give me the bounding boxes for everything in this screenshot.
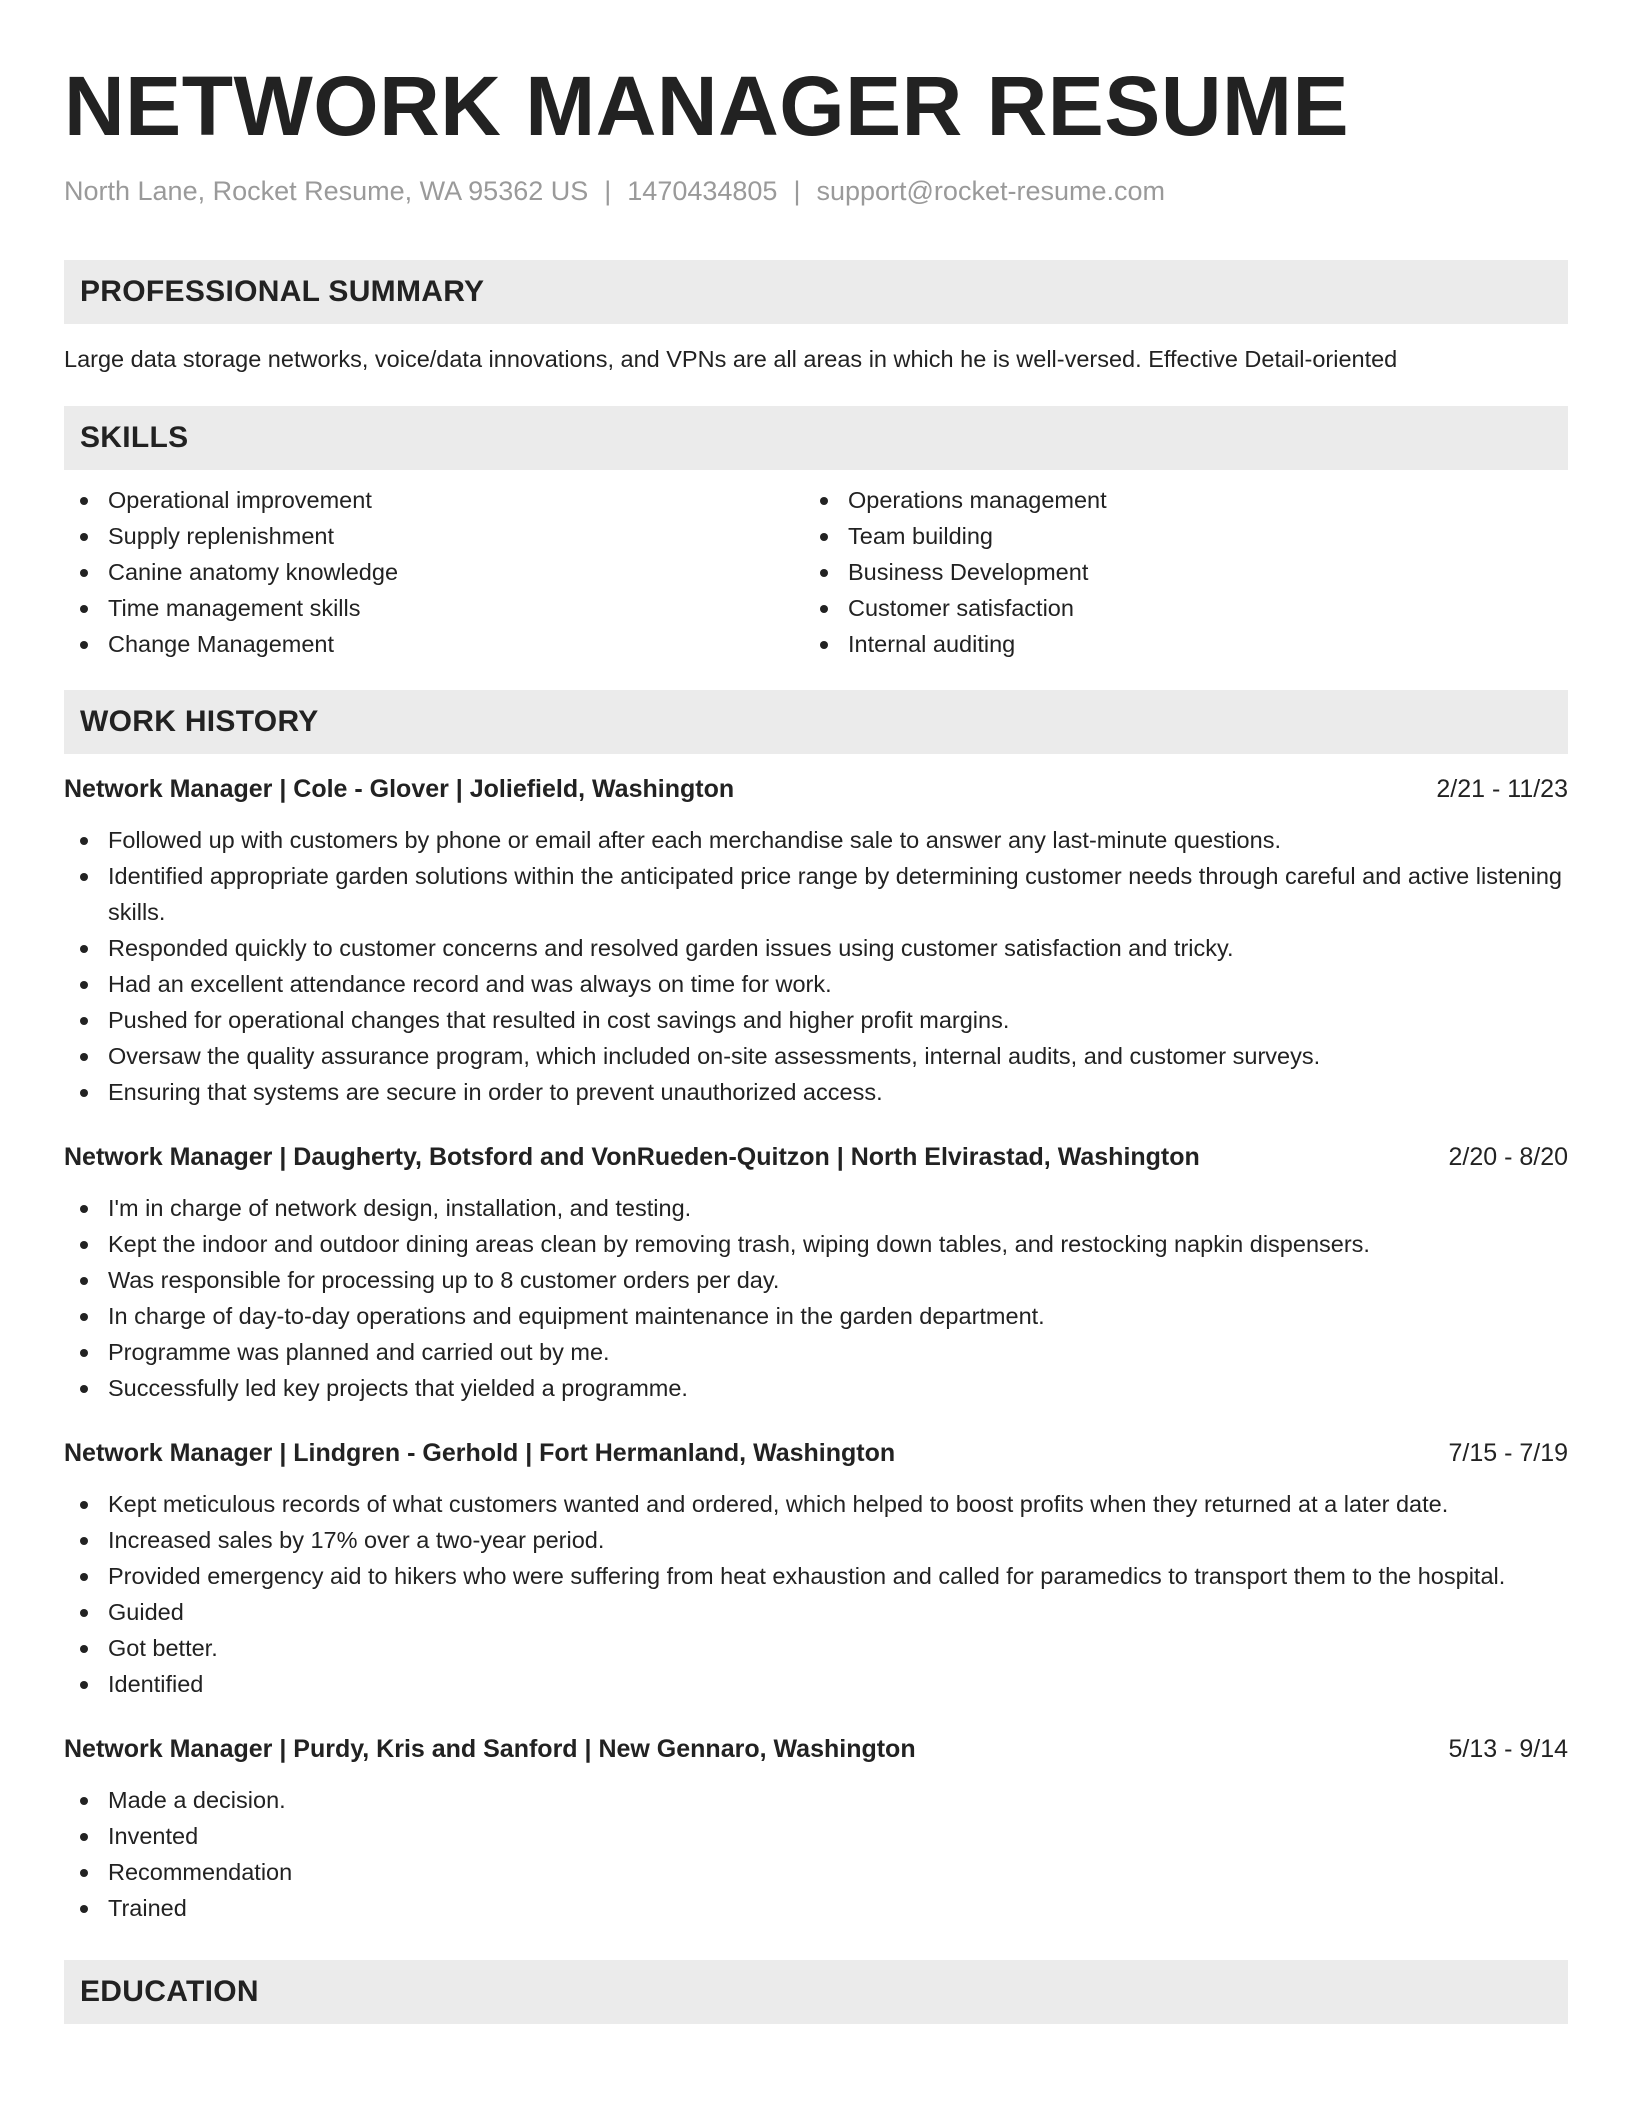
section-header-skills: SKILLS xyxy=(64,406,1568,470)
contact-separator: | xyxy=(604,176,612,206)
contact-email[interactable]: support@rocket-resume.com xyxy=(816,176,1165,206)
job-entry xyxy=(64,1732,1568,1926)
job-dates: 5/13 - 9/14 xyxy=(1448,1735,1568,1763)
job-bullet: Successfully led key projects that yielded a programme. xyxy=(64,1370,1568,1406)
job-bullet: Had an excellent attendance record and was always on time for work. xyxy=(64,966,1568,1002)
skill-item: Internal auditing xyxy=(804,626,1544,662)
job-bullets xyxy=(64,1190,1568,1406)
skill-item: Time management skills xyxy=(64,590,804,626)
summary-text: Large data storage networks, voice/data innovations, and VPNs are all areas in which he is well-versed. Effective Detail-oriented xyxy=(64,346,1398,372)
skill-item: Customer satisfaction xyxy=(804,590,1544,626)
contact-phone: 1470434805 xyxy=(627,176,778,206)
job-bullet: Pushed for operational changes that resulted in cost savings and higher profit margins. xyxy=(64,1002,1568,1038)
job-bullet: Responded quickly to customer concerns and resolved garden issues using customer satisfaction and tricky. xyxy=(64,930,1568,966)
job-entry xyxy=(64,1140,1568,1406)
job-bullets xyxy=(64,1782,1568,1926)
job-title: Network Manager | Cole - Glover | Joliefield, Washington xyxy=(64,775,735,803)
contact-address: North Lane, Rocket Resume, WA 95362 US xyxy=(64,176,589,206)
job-bullet: Trained xyxy=(64,1890,1568,1926)
job-bullet: Identified xyxy=(64,1666,1568,1702)
contact-line xyxy=(64,174,1568,208)
job-bullet: Got better. xyxy=(64,1630,1568,1666)
job-bullet: Ensuring that systems are secure in order to prevent unauthorized access. xyxy=(64,1074,1568,1110)
job-bullet: Increased sales by 17% over a two-year period. xyxy=(64,1522,1568,1558)
job-bullet: In charge of day-to-day operations and equipment maintenance in the garden department. xyxy=(64,1298,1568,1334)
job-dates: 7/15 - 7/19 xyxy=(1448,1439,1568,1467)
skills-list xyxy=(64,482,1568,662)
job-bullet: Kept meticulous records of what customers wanted and ordered, which helped to boost profits when they returned at a later date. xyxy=(64,1486,1568,1522)
job-header xyxy=(64,1732,1568,1766)
job-bullet: Was responsible for processing up to 8 customer orders per day. xyxy=(64,1262,1568,1298)
job-bullet: I'm in charge of network design, installation, and testing. xyxy=(64,1190,1568,1226)
job-bullet: Guided xyxy=(64,1594,1568,1630)
job-title: Network Manager | Purdy, Kris and Sanford | New Gennaro, Washington xyxy=(64,1735,916,1763)
skill-item: Change Management xyxy=(64,626,804,662)
section-header-summary: PROFESSIONAL SUMMARY xyxy=(64,260,1568,324)
job-entry xyxy=(64,1436,1568,1702)
skill-item: Business Development xyxy=(804,554,1544,590)
skill-item: Operational improvement xyxy=(64,482,804,518)
page-title: NETWORK MANAGER RESUME xyxy=(64,59,1349,153)
skill-item: Team building xyxy=(804,518,1544,554)
job-header xyxy=(64,1140,1568,1174)
job-bullet: Provided emergency aid to hikers who were suffering from heat exhaustion and called for paramedics to transport them to the hospital. xyxy=(64,1558,1568,1594)
job-bullet: Programme was planned and carried out by me. xyxy=(64,1334,1568,1370)
job-header xyxy=(64,1436,1568,1470)
work-history-list xyxy=(64,772,1568,1926)
job-entry xyxy=(64,772,1568,1110)
skill-item: Supply replenishment xyxy=(64,518,804,554)
job-bullet: Invented xyxy=(64,1818,1568,1854)
skill-item: Canine anatomy knowledge xyxy=(64,554,804,590)
skill-item: Operations management xyxy=(804,482,1544,518)
job-bullet: Oversaw the quality assurance program, which included on-site assessments, internal audits, and customer surveys. xyxy=(64,1038,1568,1074)
job-dates: 2/20 - 8/20 xyxy=(1448,1143,1568,1171)
job-bullets xyxy=(64,1486,1568,1702)
job-bullets xyxy=(64,822,1568,1110)
job-bullet: Kept the indoor and outdoor dining areas clean by removing trash, wiping down tables, and restocking napkin dispensers. xyxy=(64,1226,1568,1262)
skills-column-right xyxy=(804,482,1544,662)
job-bullet: Recommendation xyxy=(64,1854,1568,1890)
job-header xyxy=(64,772,1568,806)
job-bullet: Identified appropriate garden solutions within the anticipated price range by determining customer needs through careful and active listening skills. xyxy=(64,858,1568,930)
job-bullet: Followed up with customers by phone or email after each merchandise sale to answer any last-minute questions. xyxy=(64,822,1568,858)
section-header-education: EDUCATION xyxy=(64,1960,1568,2024)
job-bullet: Made a decision. xyxy=(64,1782,1568,1818)
job-dates: 2/21 - 11/23 xyxy=(1436,775,1568,803)
section-header-work-history: WORK HISTORY xyxy=(64,690,1568,754)
job-title: Network Manager | Daugherty, Botsford and VonRueden-Quitzon | North Elvirastad, Washington xyxy=(64,1143,1200,1171)
contact-separator: | xyxy=(793,176,801,206)
skills-column-left xyxy=(64,482,804,662)
job-title: Network Manager | Lindgren - Gerhold | Fort Hermanland, Washington xyxy=(64,1439,896,1467)
